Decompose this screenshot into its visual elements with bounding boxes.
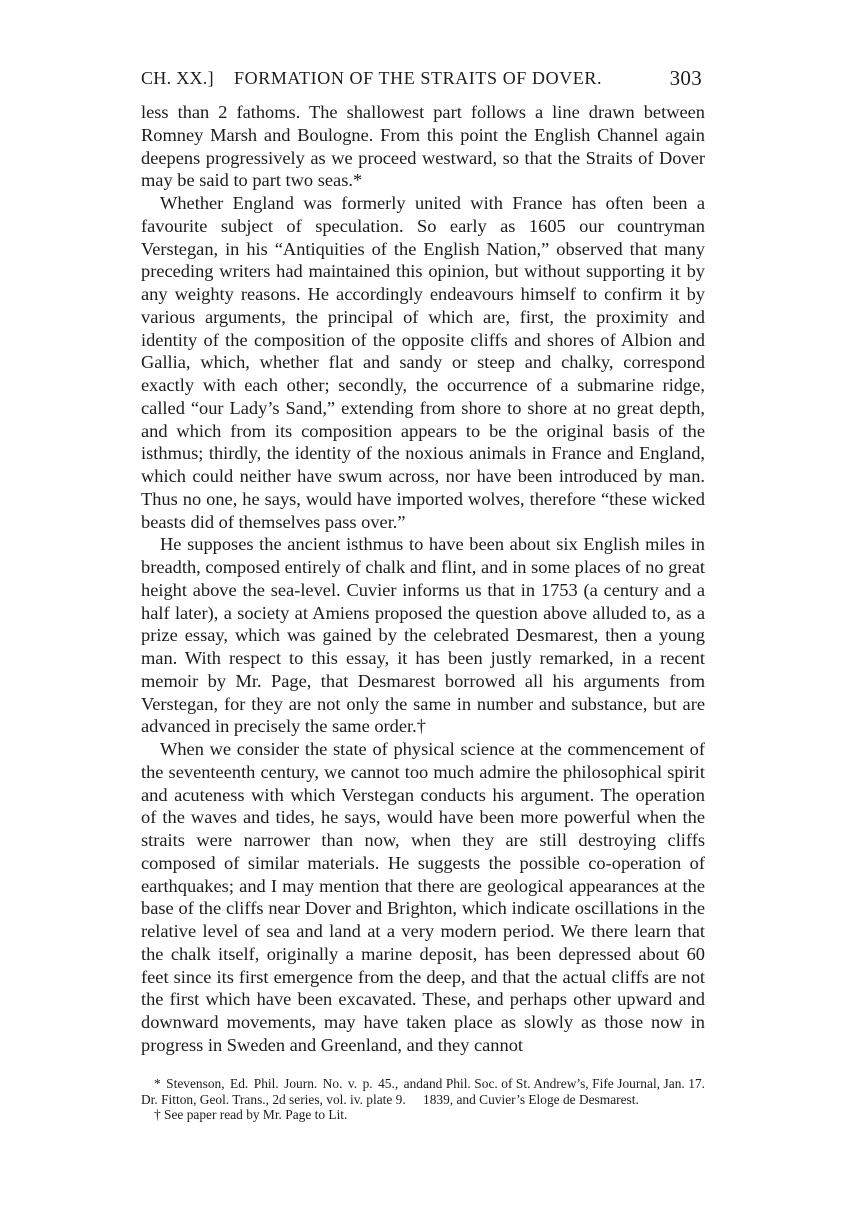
paragraph: Whether England was formerly united with France has often been a favourite subject of speculation. So early as 1605 our countryman Verstegan, in his “Antiquities of the English Nation,” observed that many preceding writers had maintained this opinion, but without supporting it by any weighty reasons. He accordingly endeavours himself to confirm it by various arguments, the principal of which are, first, the proximity and identity of the composition of the opposite cliffs and shores of Albion and Gallia, which, whether flat and sandy or steep and chalky, correspond exactly with each other; secondly, the occurrence of a submarine ridge, called “our Lady’s Sand,” extending from shore to shore at no great depth, and which from its composition appears to be the original basis of the isthmus; thirdly, the identity of the noxious animals in France and England, which could neither have swum across, nor have been introduced by man. Thus no one, he says, would have imported wolves, therefore “these wicked beasts did of themselves pass over.” (141, 193, 705, 532)
paragraph: less than 2 fathoms. The shallowest part follows a line drawn between Romney Marsh and Boulogne. From this point the English Channel again deepens progressively as we proceed westward, so that the Straits of Dover may be said to part two seas.* (141, 102, 705, 191)
footnote-star-left: * Stevenson, Ed. Phil. Journ. No. v. p. 45., and Dr. Fitton, Geol. Trans., 2d series, vol. iv. plate 9. (141, 1076, 423, 1107)
running-header (141, 66, 704, 96)
footnotes (141, 1076, 705, 1123)
footnote-star-right: and Phil. Soc. of St. Andrew’s, Fife Journal, Jan. 17. 1839, and Cuvier’s Eloge de Desmarest. (423, 1076, 705, 1107)
paragraph: When we consider the state of physical science at the commencement of the seventeenth century, we cannot too much admire the philosophical spirit and acuteness with which Verstegan conducts his argument. The operation of the waves and tides, he says, would have been more powerful when the straits were narrower than now, when they are still destroying cliffs composed of similar materials. He suggests the possible co-operation of earthquakes; and I may mention that there are geological appearances at the base of the cliffs near Dover and Brighton, which indicate oscillations in the relative level of sea and land at a very modern period. We there learn that the chalk itself, originally a marine deposit, has been depressed about 60 feet since its first emergence from the deep, and that the actual cliffs are not the first which have been excavated. These, and perhaps other upward and downward movements, may have taken place as slowly as those now in progress in Sweden and Greenland, and they cannot (141, 739, 705, 1055)
chapter-label: CH. XX.] (141, 68, 214, 88)
body-text (141, 101, 705, 1057)
page-number: 303 (669, 66, 702, 90)
paragraph: He supposes the ancient isthmus to have been about six English miles in breadth, composed entirely of chalk and flint, and in some places of no great height above the sea-level. Cuvier informs us that in 1753 (a century and a half later), a society at Amiens proposed the question above alluded to, as a prize essay, which was gained by the celebrated Desmarest, then a young man. With respect to this essay, it has been justly remarked, in a recent memoir by Mr. Page, that Desmarest borrowed all his arguments from Verstegan, for they are not only the same in number and substance, but are advanced in precisely the same order.† (141, 534, 705, 737)
running-title: FORMATION OF THE STRAITS OF DOVER. (234, 68, 603, 88)
footnote-dagger: † See paper read by Mr. Page to Lit. (154, 1107, 348, 1122)
